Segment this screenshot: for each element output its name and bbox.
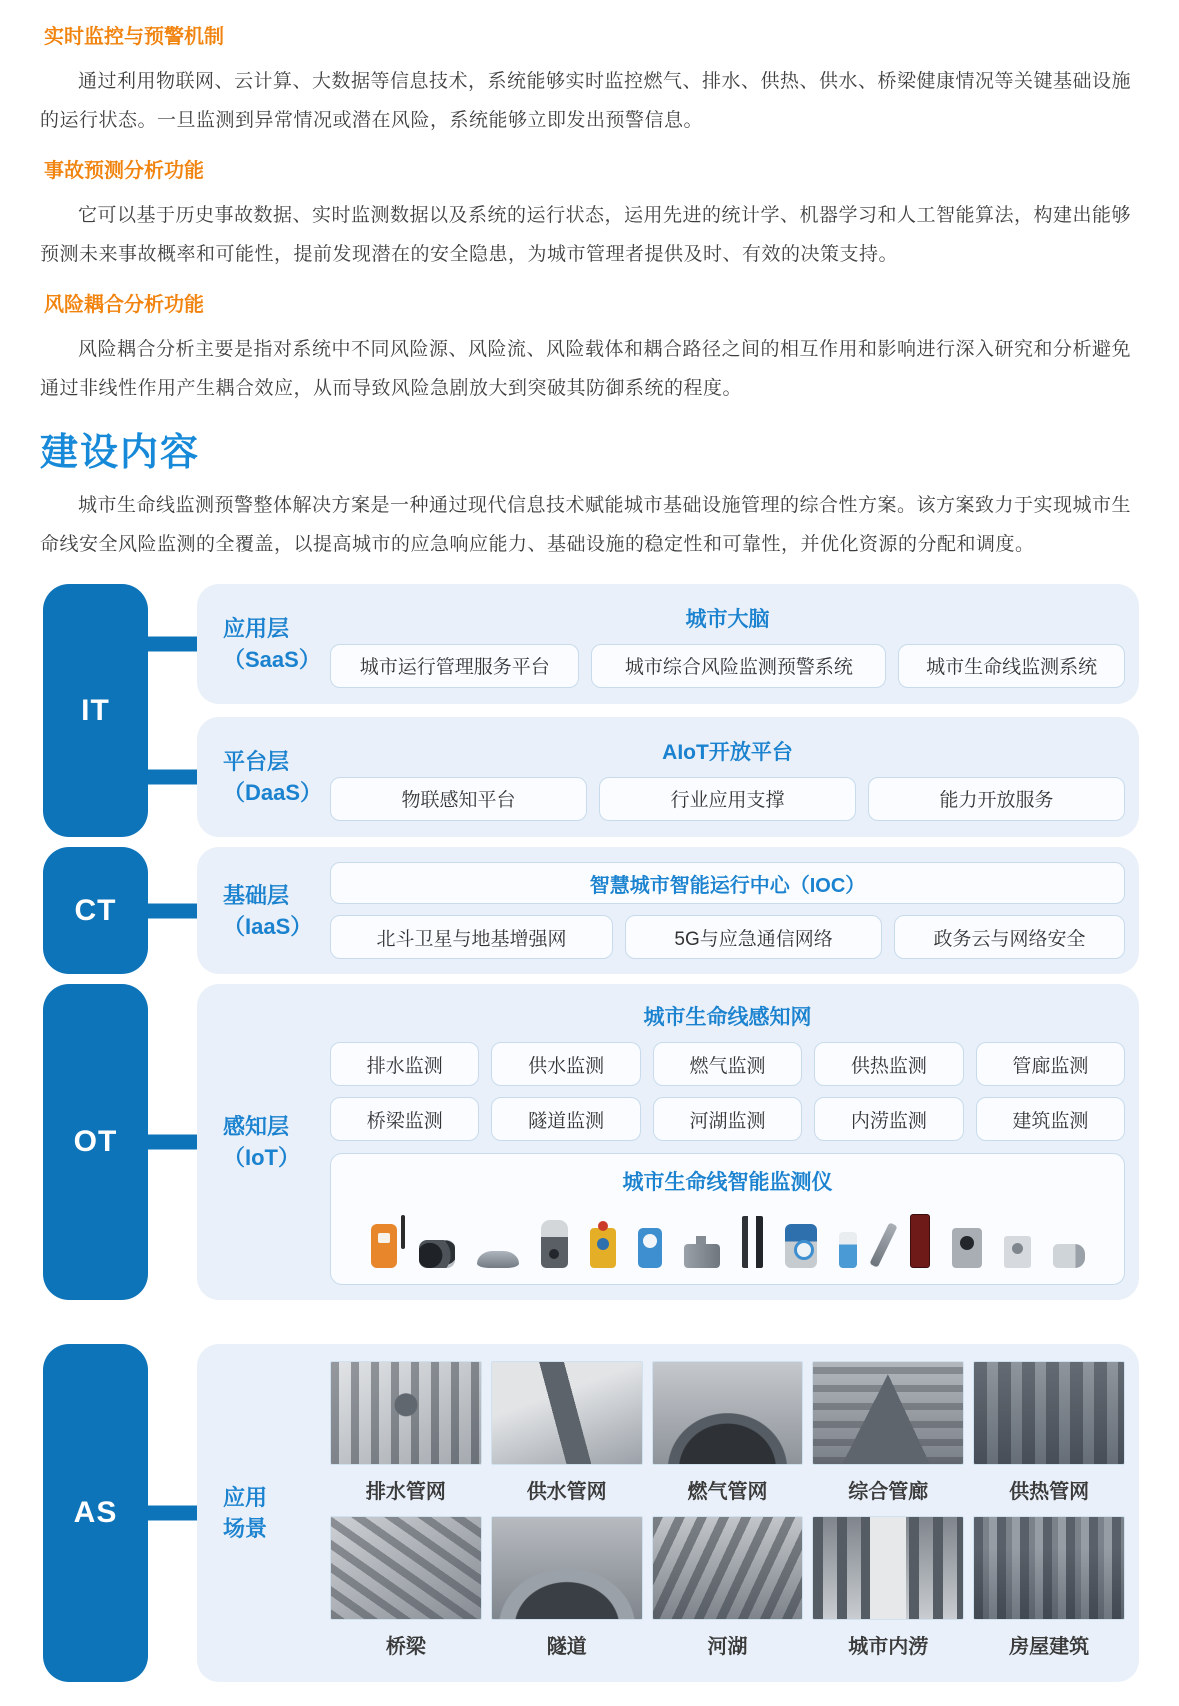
diagram-box: 供热监测 <box>814 1042 963 1086</box>
scene-label: 供热管网 <box>1009 1481 1090 1503</box>
feature-body-accident-prediction: 它可以基于历史事故数据、实时监测数据以及系统的运行状态，运用先进的统计学、机器学习和人工智能算法，构建出能够预测未来事故概率和可能性，提前发现潜在的安全隐患，为城市管理者提供及时、有效的决策支持。 <box>40 205 1132 265</box>
tunnel2-photo <box>491 1516 643 1620</box>
wireless-pressure-sensor-icon <box>839 1232 857 1268</box>
skyline-photo <box>973 1516 1125 1620</box>
iot-boxes-row1 <box>330 1042 1125 1086</box>
fixed-gas-alarm-icon <box>590 1228 616 1268</box>
ioc-center-box: 智慧城市智能运行中心（IOC） <box>330 862 1125 904</box>
diagram-box: 供水监测 <box>491 1042 640 1086</box>
scene-card <box>652 1516 804 1667</box>
device-icons-row <box>343 1210 1112 1270</box>
arch-row-ct <box>43 847 1139 974</box>
tilt-sensor-icon <box>869 1222 897 1267</box>
scene-label: 城市内涝 <box>848 1636 929 1658</box>
smart-monitor-box <box>330 1153 1125 1285</box>
scene-label: 河湖 <box>707 1636 748 1658</box>
pipes-photo <box>330 1361 482 1465</box>
scene-card <box>973 1516 1125 1667</box>
scene-card <box>330 1516 482 1667</box>
rail-ot: OT <box>43 984 148 1300</box>
panel-title-sensing-network: 城市生命线感知网 <box>643 1006 812 1029</box>
clamp-sensor-icon <box>419 1240 455 1268</box>
scene-card <box>812 1516 964 1667</box>
displacement-sensor-icon <box>1053 1244 1085 1268</box>
iaas-boxes <box>330 915 1125 959</box>
corridor-photo <box>812 1361 964 1465</box>
camera-module-icon <box>952 1228 982 1268</box>
scene-label: 综合管廊 <box>848 1481 929 1503</box>
handheld-gas-detector-icon <box>371 1224 397 1268</box>
electromagnetic-flowmeter-icon <box>785 1224 817 1268</box>
diagram-box: 能力开放服务 <box>868 777 1125 821</box>
diagram-box: 建筑监测 <box>976 1097 1125 1141</box>
layer-name: 应用 <box>223 1485 268 1510</box>
layer-abbr: （IaaS） <box>223 913 313 939</box>
water-level-probe-icon <box>742 1216 763 1268</box>
feature-heading-accident-prediction: 事故预测分析功能 <box>44 160 204 182</box>
liquid-level-gauge-icon <box>1004 1236 1031 1268</box>
arch-row-ot <box>43 984 1139 1300</box>
diagram-box: 内涝监测 <box>814 1097 963 1141</box>
saas-boxes <box>330 644 1125 688</box>
feature-heading-realtime-monitoring: 实时监控与预警机制 <box>44 26 224 48</box>
diagram-box: 城市综合风险监测预警系统 <box>591 644 886 688</box>
smart-monitor-title: 城市生命线智能监测仪 <box>622 1171 833 1194</box>
layer-label-daas <box>197 746 330 808</box>
feature-heading-risk-coupling: 风险耦合分析功能 <box>44 294 204 316</box>
scene-label: 隧道 <box>546 1636 587 1658</box>
section-title-construction: 建设内容 <box>40 432 201 474</box>
diagram-box: 城市运行管理服务平台 <box>330 644 579 688</box>
panel-scenes <box>197 1344 1139 1682</box>
layer-name: 基础层 <box>223 882 290 908</box>
panel-iot <box>197 984 1139 1300</box>
diagram-box: 政务云与网络安全 <box>894 915 1125 959</box>
panel-iaas <box>197 847 1139 974</box>
pressure-transmitter-icon <box>638 1228 662 1268</box>
iot-boxes-row2 <box>330 1097 1125 1141</box>
diagram-box: 5G与应急通信网络 <box>625 915 882 959</box>
diagram-box: 排水监测 <box>330 1042 479 1086</box>
scene-label: 供水管网 <box>526 1481 607 1503</box>
underpass-photo <box>812 1516 964 1620</box>
diagram-box: 物联感知平台 <box>330 777 587 821</box>
scene-label: 排水管网 <box>365 1481 446 1503</box>
diagram-box: 隧道监测 <box>491 1097 640 1141</box>
flow-sensor-icon <box>684 1244 720 1268</box>
scenes-row1 <box>330 1361 1125 1512</box>
panel-title-city-brain: 城市大脑 <box>685 607 770 631</box>
scene-label: 燃气管网 <box>687 1481 768 1503</box>
ptz-camera-icon <box>541 1220 568 1268</box>
layer-label-iot <box>197 1111 330 1173</box>
diagram-box: 河湖监测 <box>653 1097 802 1141</box>
daas-boxes <box>330 777 1125 821</box>
diagram-box: 北斗卫星与地基增强网 <box>330 915 613 959</box>
monitoring-terminal-icon <box>910 1214 930 1268</box>
scene-card <box>491 1361 643 1512</box>
scene-card <box>812 1361 964 1512</box>
diagram-box: 管廊监测 <box>976 1042 1125 1086</box>
diagram-box: 桥梁监测 <box>330 1097 479 1141</box>
scene-label: 房屋建筑 <box>1009 1636 1090 1658</box>
layer-abbr: （DaaS） <box>223 780 323 805</box>
scenes-row2 <box>330 1516 1125 1667</box>
manhole-cover-sensor-icon <box>477 1251 519 1268</box>
layer-label-saas <box>197 613 330 675</box>
diagram-box: 城市生命线监测系统 <box>898 644 1125 688</box>
scene-card <box>652 1361 804 1512</box>
panel-daas <box>197 717 1139 837</box>
scene-card <box>491 1516 643 1667</box>
scene-label: 桥梁 <box>385 1636 426 1658</box>
layer-abbr: （IoT） <box>223 1145 300 1170</box>
layer-label-scenes <box>197 1482 330 1544</box>
layer-name: 感知层 <box>223 1114 290 1139</box>
arch-row-it <box>43 584 1139 837</box>
layer-abbr: （SaaS） <box>223 647 321 672</box>
layer-name: 应用层 <box>223 616 290 641</box>
diagram-box: 行业应用支撑 <box>599 777 856 821</box>
layer-name: 平台层 <box>223 749 290 774</box>
feature-body-risk-coupling: 风险耦合分析主要是指对系统中不同风险源、风险流、风险载体和耦合路径之间的相互作用和影响进行深入研究和分析避免通过非线性作用产生耦合效应，从而导致风险急剧放大到突破其防御系统的程度。 <box>40 339 1132 399</box>
cityaerial-photo <box>330 1516 482 1620</box>
rail-as: AS <box>43 1344 148 1682</box>
layer-label-iaas <box>197 880 330 942</box>
feature-body-realtime-monitoring: 通过利用物联网、云计算、大数据等信息技术，系统能够实时监控燃气、排水、供热、供水、桥梁健康情况等关键基础设施的运行状态。一旦监测到异常情况或潜在风险，系统能够立即发出预警信息。 <box>40 71 1132 131</box>
panel-title-aiot-platform: AIoT开放平台 <box>662 740 793 764</box>
scene-card <box>973 1361 1125 1512</box>
tunnel-photo <box>652 1361 804 1465</box>
construction-body: 城市生命线监测预警整体解决方案是一种通过现代信息技术赋能城市基础设施管理的综合性方案。该方案致力于实现城市生命线安全风险监测的全覆盖，以提高城市的应急响应能力、基础设施的稳定性和可靠性，并优化资源的分配和调度。 <box>40 495 1132 555</box>
panel-saas <box>197 584 1139 704</box>
arch-row-as <box>43 1344 1139 1682</box>
blocks-photo <box>973 1361 1125 1465</box>
architecture-diagram <box>43 584 1139 1682</box>
diagram-box: 燃气监测 <box>653 1042 802 1086</box>
rail-it: IT <box>43 584 148 837</box>
bridge-photo <box>491 1361 643 1465</box>
cityriver-photo <box>652 1516 804 1620</box>
scene-card <box>330 1361 482 1512</box>
layer-abbr: 场景 <box>223 1516 268 1541</box>
rail-ct: CT <box>43 847 148 974</box>
